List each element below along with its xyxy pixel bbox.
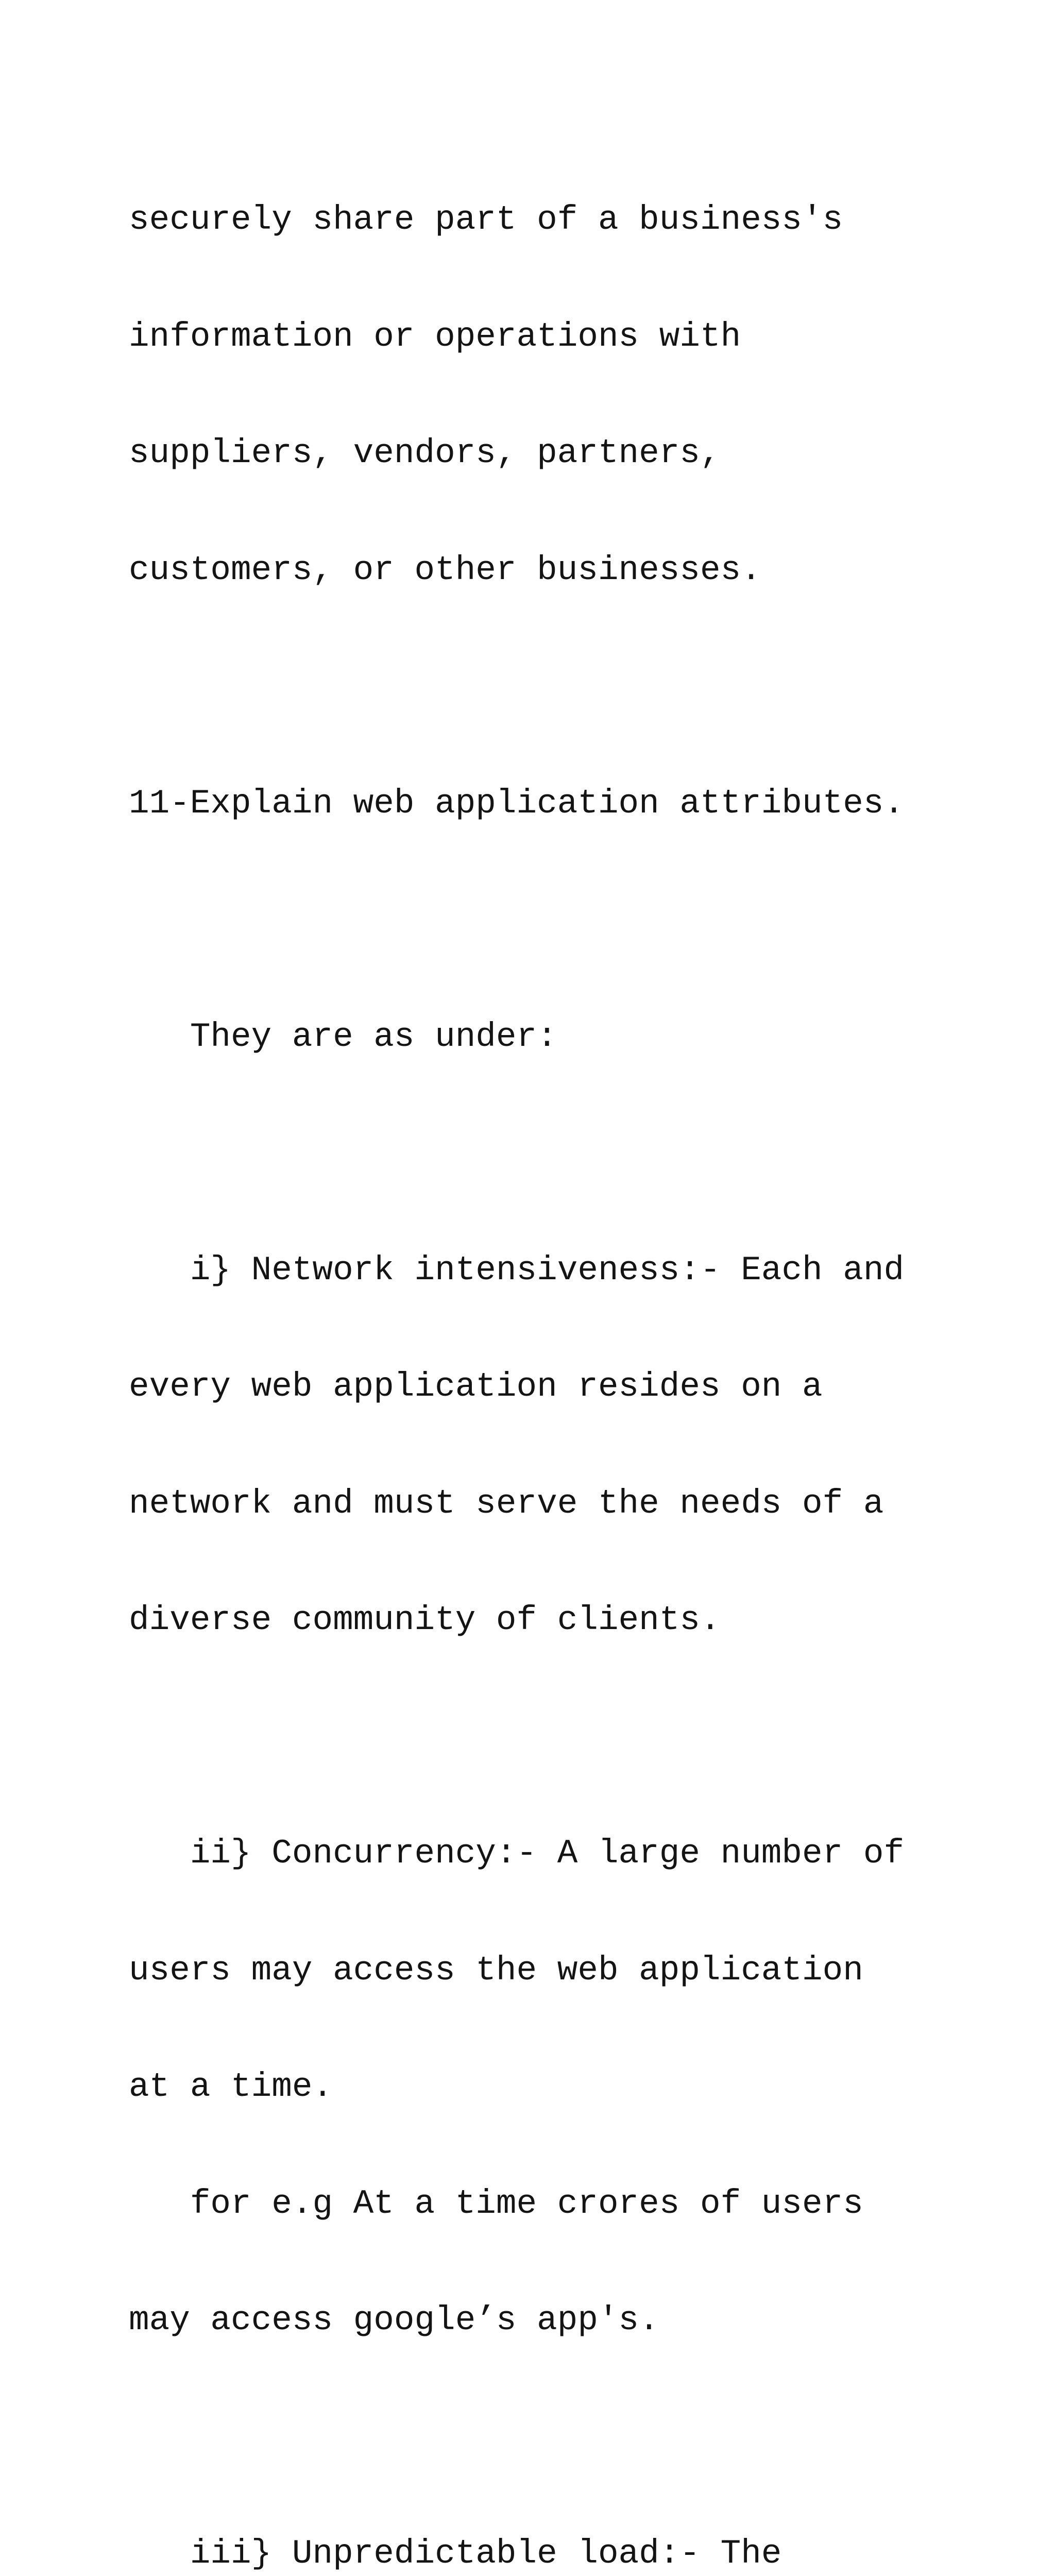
blank-line bbox=[129, 901, 1046, 940]
blank-line bbox=[129, 1134, 1046, 1173]
question-heading: 11-Explain web application attributes. bbox=[129, 784, 905, 823]
text-line: network and must serve the needs of a bbox=[129, 1484, 884, 1523]
text-line: users may access the web application bbox=[129, 1951, 863, 1990]
blank-line bbox=[129, 667, 1046, 706]
text-line: diverse community of clients. bbox=[129, 1601, 721, 1639]
text-line: i} Network intensiveness:- Each and bbox=[129, 1250, 905, 1290]
text-line: customers, or other businesses. bbox=[129, 550, 761, 589]
text-line: information or operations with bbox=[129, 317, 741, 356]
text-line: ii} Concurrency:- A large number of bbox=[129, 1834, 905, 1873]
document-body bbox=[129, 123, 1046, 2576]
blank-line bbox=[129, 2418, 1046, 2457]
text-line: at a time. bbox=[129, 2067, 333, 2106]
text-line: for e.g At a time crores of users bbox=[129, 2184, 863, 2223]
text-line: may access google’s app's. bbox=[129, 2301, 659, 2340]
blank-line bbox=[129, 1718, 1046, 1757]
text-line: securely share part of a business's bbox=[129, 200, 843, 239]
text-line: iii} Unpredictable load:- The bbox=[129, 2534, 782, 2573]
text-line: suppliers, vendors, partners, bbox=[129, 434, 721, 472]
text-line: They are as under: bbox=[129, 1017, 557, 1056]
text-line: every web application resides on a bbox=[129, 1367, 823, 1406]
